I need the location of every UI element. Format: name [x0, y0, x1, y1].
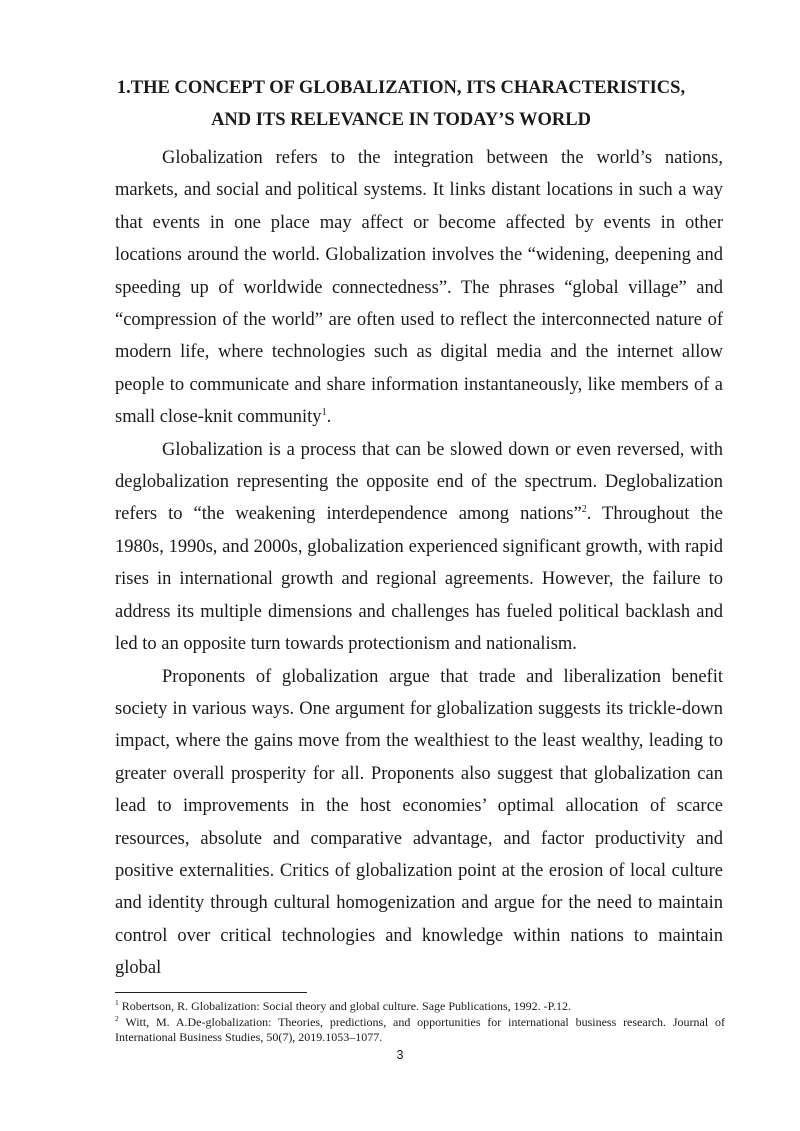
paragraph-1-end: . [326, 407, 332, 428]
page-number: 3 [396, 1048, 404, 1062]
paragraph-3 [115, 661, 723, 985]
section-heading-line-1: 1.THE CONCEPT OF GLOBALIZATION, ITS CHARACTERISTICS, [116, 78, 686, 98]
footnote-2-text: Witt, M. A.De-globalization: Theories, predictions, and opportunities for international business research. Journal of International Business Studies, 50(7), 2019.1053–1077. [115, 1014, 725, 1044]
paragraph-2 [115, 434, 723, 661]
footnote-ref-1: 1 [321, 407, 327, 419]
paragraph-3-text: Proponents of globalization argue that trade and liberalization benefit society in various ways. One argument for globalization suggests its trickle-down impact, where the gains move from the wealthiest to the least wealthy, leading to greater overall prosperity for all. Proponents also suggest that globalization can lead to improvements in the host economies’ optimal allocation of scarce resources, absolute and comparative advantage, and factor productivity and positive externalities. Critics of globalization point at the erosion of local culture and identity through cultural homogenization and argue for the need to maintain control over critical technologies and knowledge within nations to maintain global [115, 666, 723, 979]
footnote-2-marker: 2 [115, 1013, 119, 1023]
footnote-1 [115, 999, 725, 1015]
section-heading-line-2: AND ITS RELEVANCE IN TODAY’S WORLD [211, 110, 591, 130]
footnotes [115, 999, 725, 1046]
body-text [115, 142, 723, 985]
footnote-1-text: Robertson, R. Globalization: Social theory and global culture. Sage Publications, 1992. -P.12. [118, 999, 572, 1013]
paragraph-1 [115, 142, 723, 434]
section-heading [78, 72, 724, 136]
paragraph-2-text-a: Globalization is a process that can be slowed down or even reversed, with deglobalization representing the opposite end of the spectrum. Deglobalization refers to “the weakening interdependence among nations” [115, 439, 723, 525]
footnote-separator [115, 992, 307, 993]
paragraph-1-text: Globalization refers to the integration between the world’s nations, markets, and social and political systems. It links distant locations in such a way that events in one place may affect or become affected by events in other locations around the world. Globalization involves the “widening, deepening and speeding up of worldwide connectedness”. The phrases “global village” and “compression of the world” are often used to reflect the interconnected nature of modern life, where technologies such as digital media and the internet allow people to communicate and share information instantaneously, like members of a small close-knit community [115, 148, 723, 428]
footnote-1-marker: 1 [115, 998, 119, 1007]
footnote-ref-2: 2 [581, 504, 587, 516]
footnote-2 [115, 1015, 725, 1046]
paragraph-2-text-b: . Throughout the 1980s, 1990s, and 2000s, globalization experienced significant growth, with rapid rises in international growth and regional agreements. However, the failure to address its multiple dimensions and challenges has fueled political backlash and led to an opposite turn towards protectionism and nationalism. [115, 504, 724, 655]
